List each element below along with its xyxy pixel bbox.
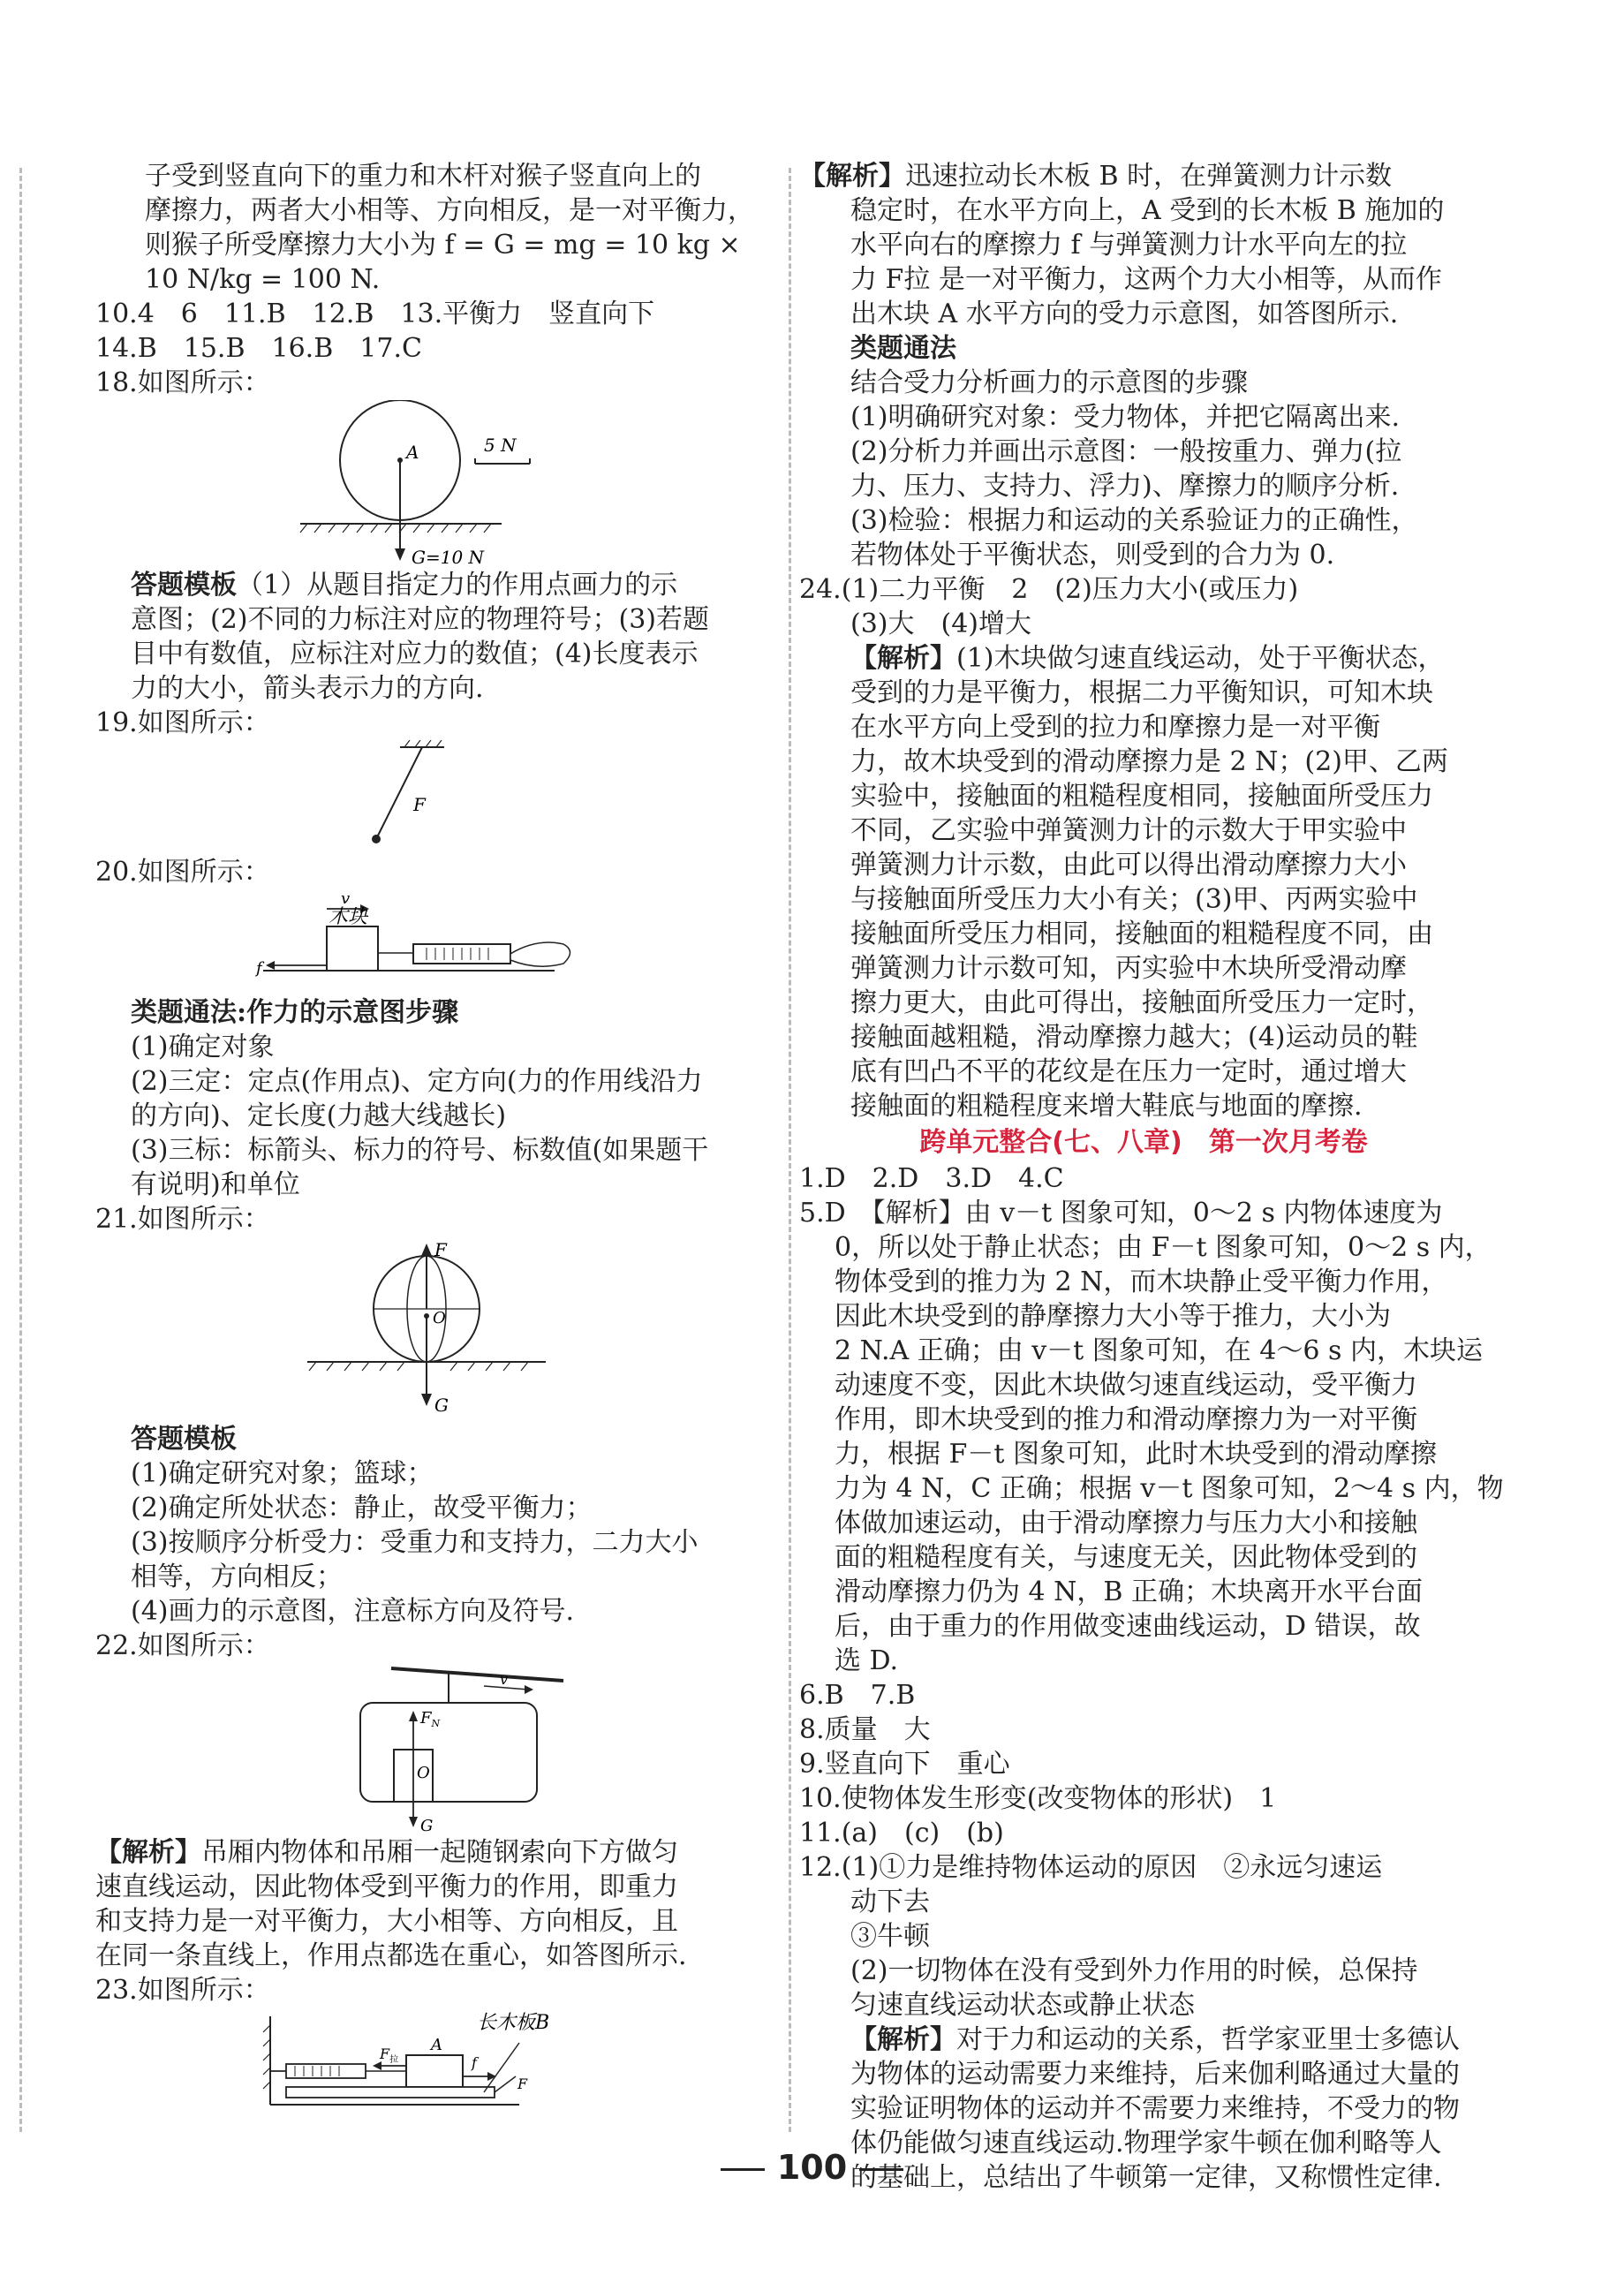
friction-label: f: [472, 2054, 477, 2071]
analysis-label: 【解析】: [95, 1837, 201, 1868]
text-line: 【解析】对于力和运动的关系，哲学家亚里士多德认: [850, 2024, 1460, 2055]
tips-20: [95, 995, 775, 1202]
text-line: 力 F拉 是一对平衡力，这两个力大小相等，从而作: [850, 264, 1442, 295]
analysis-22: [95, 1835, 775, 1973]
text-line: (2)分析力并画出示意图：一般按重力、弹力(拉: [850, 436, 1402, 467]
cabin: [360, 1703, 537, 1802]
text-line: 【解析】迅速拉动长木板 B 时，在弹簧测力计示数: [799, 161, 1393, 192]
answers-24: 24.(1)二力平衡 2 (2)压力大小(或压力): [799, 574, 1299, 605]
text-line: 目中有数值，应标注对应力的数值；(4)长度表示: [131, 639, 699, 669]
figure-21-basketball: [95, 1236, 775, 1422]
text-line: 稳定时，在水平方向上，A 受到的长木板 B 施加的: [850, 195, 1445, 226]
spring-scale: [286, 2064, 366, 2078]
page-number-text: 100: [776, 2148, 848, 2187]
template-title: 答题模板: [131, 570, 237, 601]
answer-5-body: [799, 1230, 1504, 1678]
support-label: F: [434, 1239, 447, 1260]
scale-label: 5 N: [484, 435, 517, 456]
gravity-label: G: [420, 1817, 434, 1835]
text-line: ③牛顿: [850, 1921, 930, 1952]
center-label: O: [433, 1309, 446, 1327]
text-line: 体做加速运动，由于滑动摩擦力与压力大小和接触: [835, 1508, 1417, 1539]
text-line: 在同一条直线上，作用点都选在重心，如答图所示.: [95, 1940, 687, 1971]
analysis-23: [799, 159, 1488, 331]
answers-6-7: 6.B 7.B: [799, 1680, 916, 1711]
text-line: 若物体处于平衡状态，则受到的合力为 0.: [850, 540, 1335, 571]
text-line: 不同，乙实验中弹簧测力计的示数大于甲实验中: [850, 815, 1407, 846]
force-line: [376, 747, 422, 839]
figure-23-board-friction: [95, 2007, 775, 2113]
answers-10-13: 10.4 6 11.B 12.B 13.平衡力 竖直向下: [95, 299, 655, 329]
text-line: 子受到竖直向下的重力和木杆对猴子竖直向上的: [145, 161, 701, 192]
answer-11: 11.(a) (c) (b): [799, 1818, 1004, 1849]
text-line: (1)确定研究对象；篮球；: [131, 1458, 434, 1489]
column-divider-middle: [789, 168, 791, 2132]
text-line: 体仍能做匀速直线运动.物理学家牛顿在伽利略等人: [850, 2128, 1442, 2159]
board-label: 长木板B: [477, 2012, 550, 2034]
text-line: 接触面越粗糙，滑动摩擦力越大；(4)运动员的鞋: [850, 1022, 1418, 1053]
template-18: [95, 568, 775, 706]
text-line: 水平向右的摩擦力 f 与弹簧测力计水平向左的拉: [850, 230, 1408, 261]
text-line: 动下去: [850, 1886, 930, 1917]
force-label: F: [413, 794, 426, 815]
block-a-label: A: [431, 2036, 442, 2054]
left-column: [95, 159, 775, 2113]
figure-18-ball-forces: [95, 400, 775, 568]
text-line: 0，所以处于静止状态；由 F－t 图象可知，0～2 s 内，: [835, 1232, 1492, 1263]
text-line: 力、压力、支持力、浮力)、摩擦力的顺序分析.: [850, 471, 1400, 502]
text-line: 意图；(2)不同的力标注对应的物理符号；(3)若题: [131, 604, 709, 635]
text-line: 【解析】吊厢内物体和吊厢一起随钢索向下方做匀: [95, 1837, 678, 1868]
text-line: 后，由于重力的作用做变速曲线运动，D 错误，故: [835, 1611, 1421, 1642]
text-line: (3)按顺序分析受力：受重力和支持力，二力大小: [131, 1527, 699, 1558]
text-line: 接触面的粗糙程度来增大鞋底与地面的摩擦.: [850, 1091, 1363, 1122]
gravity-label: G=10 N: [412, 547, 485, 568]
template-title: 答题模板: [131, 1424, 237, 1455]
text-line: 力的大小，箭头表示力的方向.: [131, 673, 484, 704]
answers-14-17: 14.B 15.B 16.B 17.C: [95, 333, 422, 364]
text-line: 【解析】(1)木块做匀速直线运动，处于平衡状态，: [850, 643, 1445, 674]
text-line: 受到的力是平衡力，根据二力平衡知识，可知木块: [850, 677, 1433, 708]
gravity-label: G: [434, 1395, 449, 1416]
text-line: (4)画力的示意图，注意标方向及符号.: [131, 1596, 575, 1627]
answers-1-4: 1.D 2.D 3.D 4.C: [799, 1163, 1064, 1194]
tips-title: 类题通法: [850, 333, 956, 364]
block-label: 木块: [329, 906, 368, 928]
text-line: (2)三定：定点(作用点)、定方向(力的作用线沿力: [131, 1066, 703, 1097]
tips-title: 类题通法:作力的示意图步骤: [131, 997, 459, 1028]
text-line: 为物体的运动需要力来维持，后来伽利略通过大量的: [850, 2059, 1460, 2090]
text-line: 2 N.A 正确；由 v－t 图象可知，在 4～6 s 内，木块运: [835, 1335, 1483, 1366]
question-18-label: 18.如图所示：: [95, 367, 270, 398]
text-line: 答题模板（1）从题目指定力的作用点画力的示: [131, 570, 678, 601]
point-a-label: A: [406, 442, 419, 463]
column-divider-left: [19, 168, 22, 2132]
text-line: 弹簧测力计示数可知，丙实验中木块所受滑动摩: [850, 953, 1407, 984]
text-line: 接触面所受压力相同，接触面的粗糙程度不同，由: [850, 919, 1433, 949]
wood-block: [327, 926, 378, 971]
figure-22-lift-cabin: [95, 1663, 775, 1835]
analysis-label: 【解析】: [850, 643, 956, 674]
tips-23: [799, 331, 1488, 572]
text-line: 力，根据 F－t 图象可知，此时木块受到的滑动摩擦: [835, 1439, 1437, 1470]
text-line: (2)确定所处状态：静止，故受平衡力；: [131, 1493, 593, 1524]
text-line: 力，故木块受到的滑动摩擦力是 2 N；(2)甲、乙两: [850, 746, 1448, 777]
block-a: [406, 2055, 463, 2087]
support-label: $F_N$: [420, 1709, 441, 1729]
text-line: 的方向)、定长度(力越大线越长): [131, 1100, 507, 1131]
question-23-label: 23.如图所示：: [95, 1975, 270, 2006]
text-line: 和支持力是一对平衡力，大小相等、方向相反，且: [95, 1906, 678, 1937]
text-line: (3)三标：标箭头、标力的符号、标数值(如果题干: [131, 1135, 709, 1166]
hand: [510, 942, 570, 966]
text-line: 弹簧测力计示数，由此可以得出滑动摩擦力大小: [850, 850, 1407, 881]
text-line: 出木块 A 水平方向的受力示意图，如答图所示.: [850, 299, 1399, 329]
text-line: 在水平方向上受到的拉力和摩擦力是一对平衡: [850, 712, 1380, 743]
question-22-label: 22.如图所示：: [95, 1630, 270, 1661]
question-19-label: 19.如图所示：: [95, 707, 270, 738]
question-20-label: 20.如图所示：: [95, 857, 270, 888]
text-line: 因此木块受到的静摩擦力大小等于推力，大小为: [835, 1301, 1391, 1332]
text-line: 摩擦力，两者大小相等、方向相反，是一对平衡力，: [145, 195, 754, 226]
pull-label: $F_拉$: [380, 2045, 399, 2065]
velocity-label: v: [500, 1671, 509, 1688]
text-line: 速直线运动，因此物体受到平衡力的作用，即重力: [95, 1871, 678, 1902]
text-line: 有说明)和单位: [131, 1169, 300, 1200]
text-line: 与接触面所受压力大小有关；(3)甲、丙两实验中: [850, 884, 1418, 915]
text-line: 的基础上，总结出了牛顿第一定律，又称惯性定律.: [850, 2162, 1442, 2193]
answer-9: 9.竖直向下 重心: [799, 1749, 1010, 1780]
text-line: (1)明确研究对象：受力物体，并把它隔离出来.: [850, 402, 1401, 433]
intro-text: [95, 159, 775, 297]
center-label: O: [417, 1764, 430, 1782]
analysis-label: 【解析】: [850, 2024, 956, 2055]
text-line: 匀速直线运动状态或静止状态: [850, 1990, 1195, 2021]
text-line: 力为 4 N，C 正确；根据 v－t 图象可知，2～4 s 内，物: [835, 1473, 1504, 1504]
answer-5-head: 5.D 【解析】由 v－t 图象可知，0～2 s 内物体速度为: [799, 1198, 1443, 1229]
pull-force-label: F: [517, 2076, 528, 2092]
friction-label: f: [256, 959, 262, 978]
text-line: (3)大 (4)增大: [850, 609, 1031, 639]
text-line: 擦力更大，由此可得出，接触面所受压力一定时，: [850, 987, 1433, 1018]
text-line: 实验中，接触面的粗糙程度相同，接触面所受压力: [850, 781, 1433, 812]
analysis-label: 【解析】: [799, 161, 905, 192]
text-line: 作用，即木块受到的推力和滑动摩擦力为一对平衡: [835, 1404, 1417, 1435]
answers-24-cont: [799, 607, 1488, 1123]
text-line: 结合受力分析画力的示意图的步骤: [850, 367, 1248, 398]
answer-8: 8.质量 大: [799, 1714, 931, 1745]
text-line: 选 D.: [835, 1645, 899, 1676]
text-line: (2)一切物体在没有受到外力作用的时候，总保持: [850, 1955, 1418, 1986]
question-21-label: 21.如图所示：: [95, 1204, 270, 1235]
text-line: 滑动摩擦力仍为 4 N，B 正确；木块离开水平台面: [835, 1576, 1423, 1607]
figure-20-block-spring-scale: [95, 889, 775, 995]
long-board-b: [286, 2087, 495, 2098]
text-line: (1)确定对象: [131, 1032, 275, 1062]
text-line: (3)检验：根据力和运动的关系验证力的正确性，: [850, 505, 1418, 536]
velocity-label: v: [341, 889, 351, 908]
cable: [391, 1668, 563, 1681]
text-line: 则猴子所受摩擦力大小为 f = G = mg = 10 kg ×: [145, 230, 741, 261]
answer-12: 12.(1)①力是维持物体运动的原因 ②永远匀速运: [799, 1852, 1383, 1883]
pull-force-arrow: [495, 2076, 516, 2092]
text-line: 物体受到的推力为 2 N，而木块静止受平衡力作用，: [835, 1266, 1448, 1297]
gravity-arrowhead: [395, 548, 405, 561]
template-21: [95, 1422, 775, 1629]
object: [372, 835, 381, 843]
section-title: 跨单元整合(七、八章) 第一次月考卷: [919, 1127, 1368, 1158]
right-column: [799, 159, 1504, 2195]
text-line: 10 N/kg = 100 N.: [145, 264, 381, 295]
answer-10: 10.使物体发生形变(改变物体的形状) 1: [799, 1783, 1277, 1814]
text-line: 面的粗糙程度有关，与速度无关，因此物体受到的: [835, 1542, 1417, 1573]
text-line: 底有凹凸不平的花纹是在压力一定时，通过增大: [850, 1056, 1407, 1087]
text-line: 实验证明物体的运动并不需要力来维持，不受力的物: [850, 2093, 1460, 2124]
page-number: [0, 2148, 1624, 2187]
text-line: 相等，方向相反；: [131, 1561, 343, 1592]
figure-19-force: [95, 740, 775, 855]
text-line: 动速度不变，因此木块做匀速直线运动，受平衡力: [835, 1370, 1417, 1401]
